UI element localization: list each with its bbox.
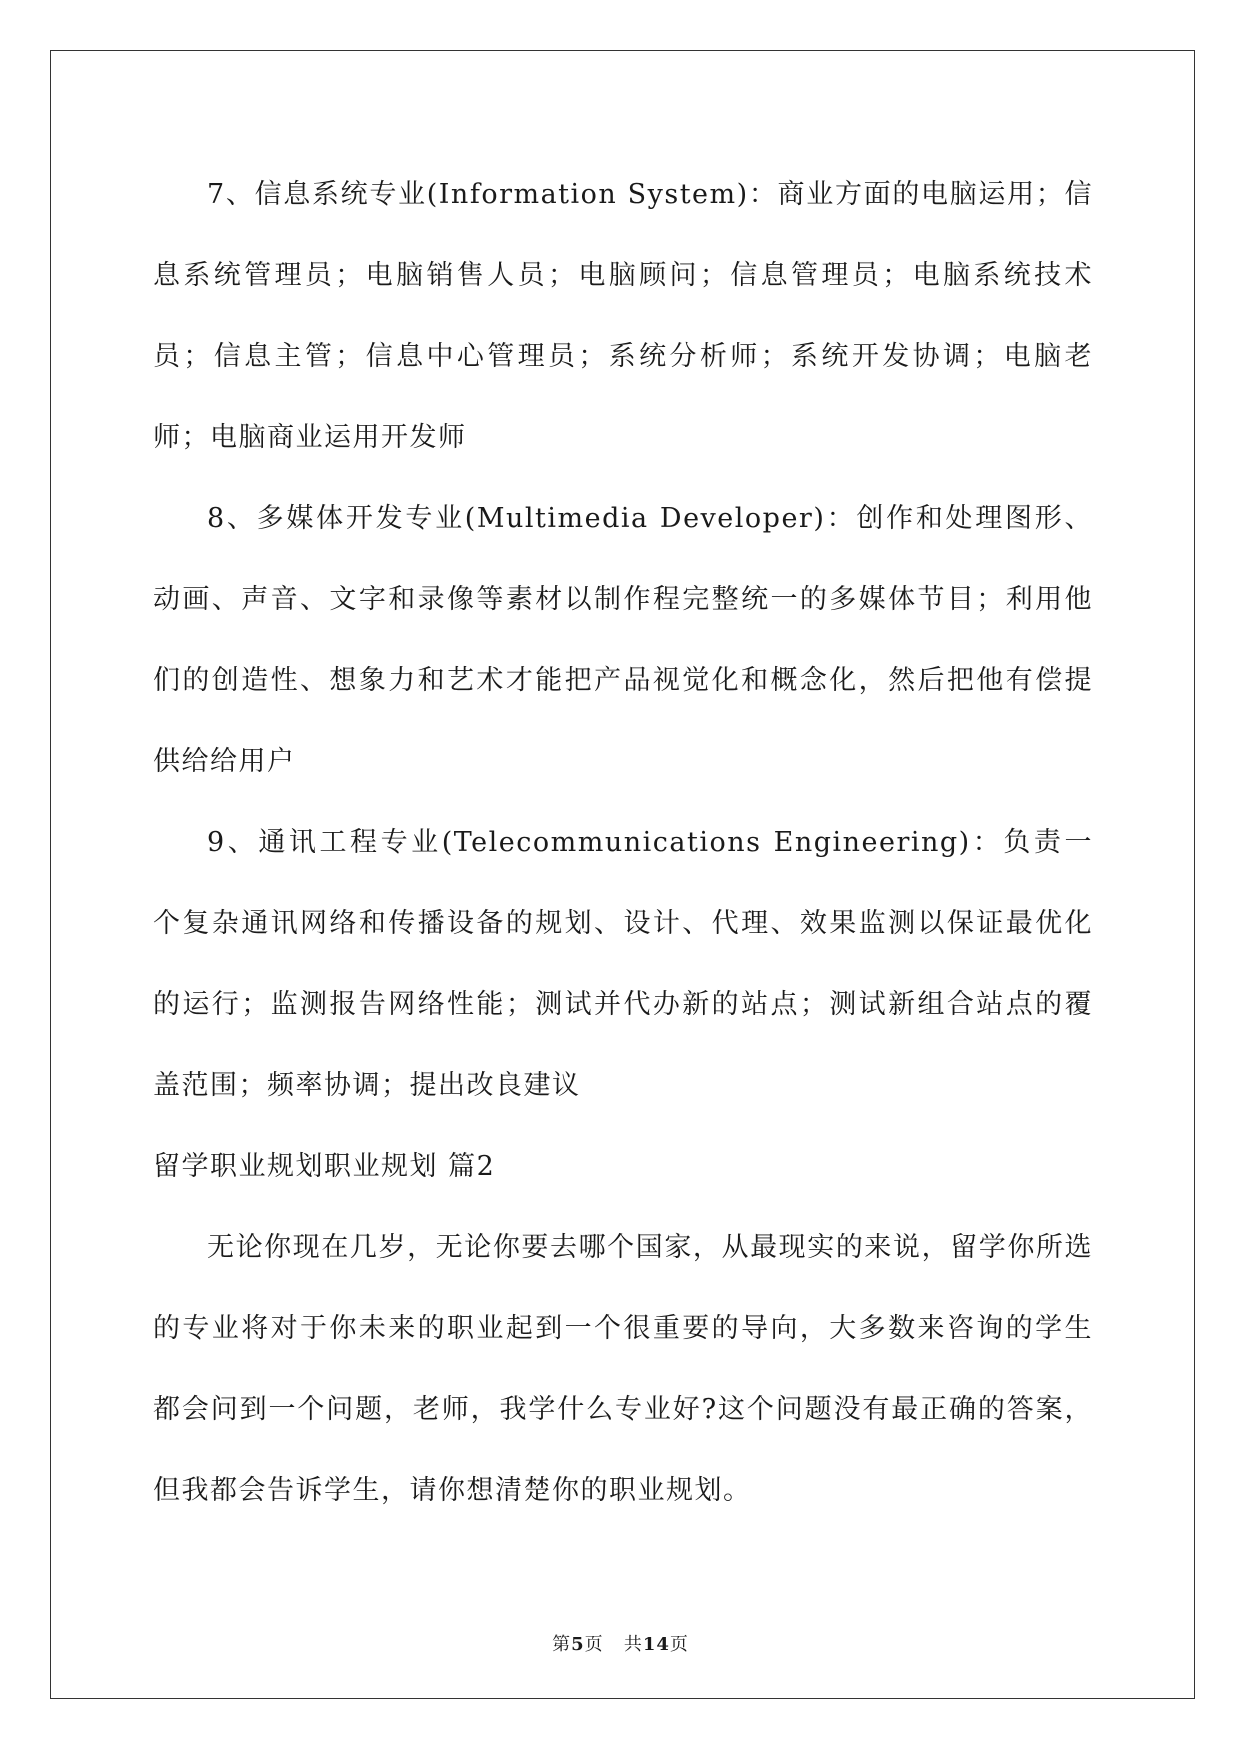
- paragraph-multimedia-developer: 8、多媒体开发专业(Multimedia Developer)：创作和处理图形、动画、声音、文字和录像等素材以制作程完整统一的多媒体节目；利用他们的创造性、想象力和艺术才能把产品视觉化和概念化，然后把他有偿提供给给用户: [153, 503, 1093, 777]
- page-footer: [0, 1630, 1241, 1656]
- footer-page-suffix: 页: [584, 1634, 604, 1655]
- footer-page-number: 5: [571, 1634, 585, 1655]
- paragraph-intro: 无论你现在几岁，无论你要去哪个国家，从最现实的来说，留学你所选的专业将对于你未来的职业起到一个很重要的导向，大多数来咨询的学生都会问到一个问题，老师，我学什么专业好?这个问题没有最正确的答案，但我都会告诉学生，请你想清楚你的职业规划。: [153, 1232, 1093, 1506]
- footer-total-pages: 14: [642, 1634, 670, 1655]
- footer-prefix: 第: [552, 1634, 572, 1655]
- paragraph-telecommunications-engineering: 9、通讯工程专业(Telecommunications Engineering)：负责一个复杂通讯网络和传播设备的规划、设计、代理、效果监测以保证最优化的运行；监测报告网络性能；测试并代办新的站点；测试新组合站点的覆盖范围；频率协调；提出改良建议: [153, 827, 1093, 1101]
- footer-total-prefix: 共: [623, 1634, 643, 1655]
- section-heading: 留学职业规划职业规划 篇2: [153, 1151, 496, 1182]
- paragraph-information-system: 7、信息系统专业(Information System)：商业方面的电脑运用；信息系统管理员；电脑销售人员；电脑顾问；信息管理员；电脑系统技术员；信息主管；信息中心管理员；系统分析师；系统开发协调；电脑老师；电脑商业运用开发师: [153, 179, 1093, 453]
- document-body: [153, 154, 1093, 1531]
- footer-total-suffix: 页: [669, 1634, 689, 1655]
